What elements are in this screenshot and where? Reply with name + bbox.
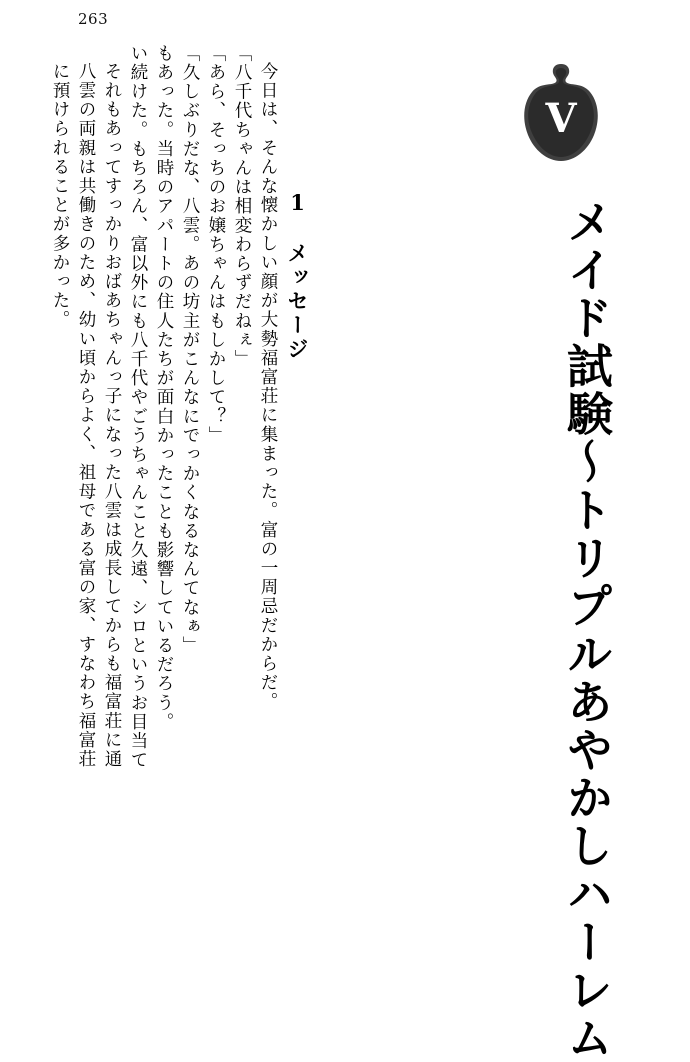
chapter-title: メイド試験～トリプルあやかしハーレム [560,198,614,1062]
ink-blob-ornament [520,62,602,180]
chapter-mark-letter: V [545,95,577,142]
body-column: 「あら、そっちのお嬢ちゃんはもしかして？」 [206,44,226,446]
body-column: い続けた。もちろん、富以外にも八千代やごうちゃんこと久遠、シロというお目当て [128,44,148,770]
page-number: 263 [78,10,109,28]
body-column: に預けられることが多かった。 [50,62,70,330]
body-column: 八雲の両親は共働きのため、幼い頃からよく、祖母である富の家、すなわち福富荘 [76,62,96,769]
body-column: 「八千代ちゃんは相変わらずだねぇ」 [232,44,252,369]
body-column: それもあってすっかりおばあちゃんっ子になった八雲は成長してからも福富荘に通 [102,62,122,769]
body-column: 今日は、そんな懐かしい顔が大勢福富荘に集まった。富の一周忌だからだ。 [258,62,278,712]
body-column: もあった。当時のアパートの住人たちが面白かったことも影響しているだろう。 [154,44,174,732]
section-heading: 1 メッセージ [285,190,310,362]
body-column: 「久しぶりだな、八雲。あの坊主がこんなにでっかくなるなんてなぁ」 [180,44,200,656]
body-text-columns [42,44,276,1024]
